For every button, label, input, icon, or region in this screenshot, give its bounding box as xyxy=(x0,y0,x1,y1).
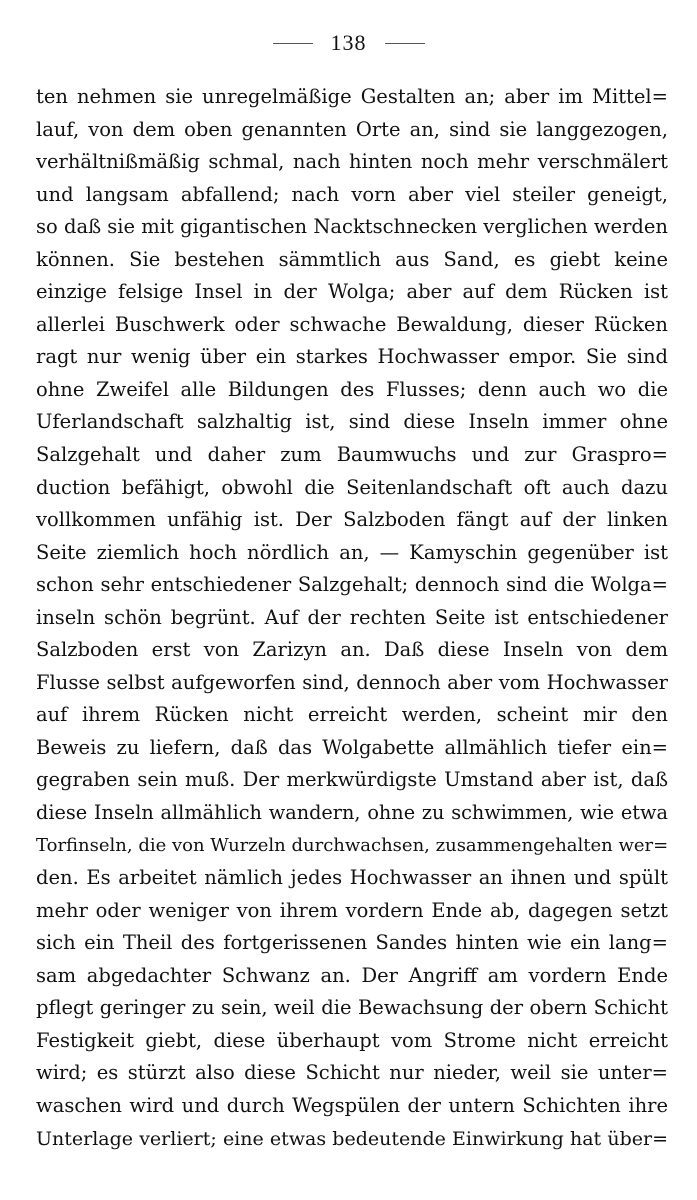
text-line: Salzboden erst von Zarizyn an. Daß diese Inseln von dem xyxy=(36,638,668,662)
text-line: einzige felsige Insel in der Wolga; aber auf dem Rücken ist xyxy=(36,280,668,304)
text-line: sich ein Theil des fortgerissenen Sandes hinten wie ein lang= xyxy=(36,931,668,955)
text-line: allerlei Buschwerk oder schwache Bewaldung, dieser Rücken xyxy=(36,312,668,336)
text-line: vollkommen unfähig ist. Der Salzboden fängt auf der linken xyxy=(36,508,668,532)
text-line: duction befähigt, obwohl die Seitenlandschaft oft auch dazu xyxy=(36,475,668,499)
text-line: Uferlandschaft salzhaltig ist, sind diese Inseln immer ohne xyxy=(36,410,668,434)
text-line: ohne Zweifel alle Bildungen des Flusses; denn auch wo die xyxy=(36,377,668,401)
text-line: inseln schön begrünt. Auf der rechten Seite ist entschiedener xyxy=(36,605,668,629)
text-line: ten nehmen sie unregelmäßige Gestalten an; aber im Mittel= xyxy=(36,85,668,108)
text-line: ragt nur wenig über ein starkes Hochwasser empor. Sie sind xyxy=(36,345,668,369)
text-line: sam abgedachter Schwanz an. Der Angriff am vordern Ende xyxy=(36,963,668,987)
text-line: Salzgehalt und daher zum Baumwuchs und zur Graspro= xyxy=(36,443,668,467)
text-line: pflegt geringer zu sein, weil die Bewachsung der obern Schicht xyxy=(36,996,668,1020)
page-number: 138 xyxy=(330,30,367,55)
text-line: lauf, von dem oben genannten Orte an, sind sie langgezogen, xyxy=(36,117,668,141)
text-line: Seite ziemlich hoch nördlich an, — Kamyschin gegenüber ist xyxy=(36,540,668,564)
text-line: gegraben sein muß. Der merkwürdigste Umstand aber ist, daß xyxy=(36,768,668,792)
text-line: können. Sie bestehen sämmtlich aus Sand, es giebt keine xyxy=(36,247,668,271)
text-line: waschen wird und durch Wegspülen der untern Schichten ihre xyxy=(36,1093,668,1117)
text-line: Torfinseln, die von Wurzeln durchwachsen, zusammengehalten wer= xyxy=(36,834,668,856)
text-line: Unterlage verliert; eine etwas bedeutende Einwirkung hat über= xyxy=(36,1127,668,1150)
text-line: Beweis zu liefern, daß das Wolgabette allmählich tiefer ein= xyxy=(36,735,668,759)
text-line: verhältnißmäßig schmal, nach hinten noch mehr verschmälert xyxy=(36,150,668,174)
header-rule-left xyxy=(273,43,313,44)
text-line: wird; es stürzt also diese Schicht nur nieder, weil sie unter= xyxy=(36,1061,668,1085)
text-line: schon sehr entschiedener Salzgehalt; dennoch sind die Wolga= xyxy=(36,573,668,597)
text-line: den. Es arbeitet nämlich jedes Hochwasser an ihnen und spült xyxy=(36,866,668,890)
text-line: Flusse selbst aufgeworfen sind, dennoch aber vom Hochwasser xyxy=(36,670,668,694)
text-line: diese Inseln allmählich wandern, ohne zu schwimmen, wie etwa xyxy=(36,801,668,825)
text-line: und langsam abfallend; nach vorn aber viel steiler geneigt, xyxy=(36,182,668,206)
header-rule-right xyxy=(385,43,425,44)
body-text xyxy=(36,81,668,1155)
text-line: Festigkeit giebt, diese überhaupt vom Strome nicht erreicht xyxy=(36,1028,668,1052)
page-header xyxy=(0,28,697,58)
text-line: mehr oder weniger von ihrem vordern Ende ab, dagegen setzt xyxy=(36,898,668,922)
text-line: so daß sie mit gigantischen Nacktschnecken verglichen werden xyxy=(36,215,668,239)
text-line: auf ihrem Rücken nicht erreicht werden, scheint mir den xyxy=(36,703,668,727)
